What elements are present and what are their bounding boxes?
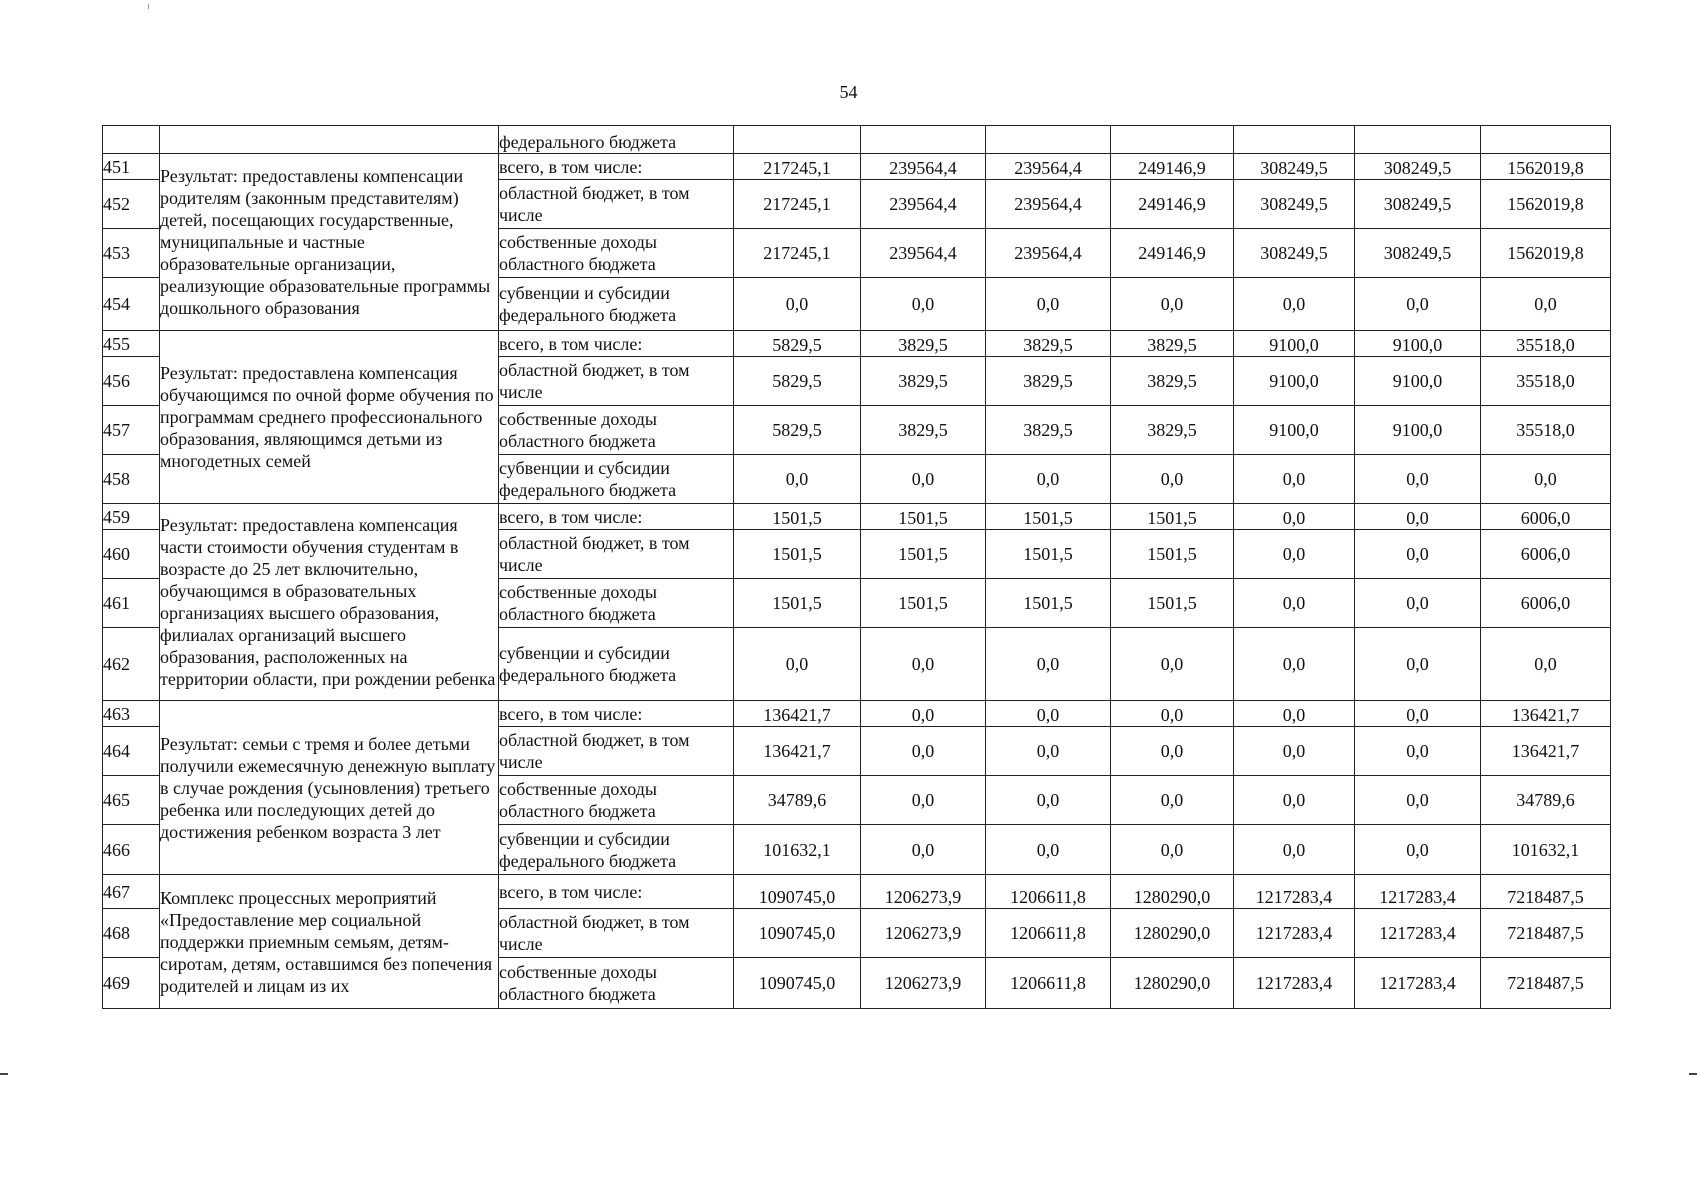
value-cell: 1501,5 <box>734 504 861 530</box>
row-number: 464 <box>103 727 160 776</box>
value-cell: 9100,0 <box>1355 331 1481 357</box>
scan-mark-right <box>1689 1073 1697 1075</box>
row-number: 454 <box>103 278 160 331</box>
value-cell <box>1481 126 1611 154</box>
value-cell: 1206273,9 <box>861 958 986 1009</box>
value-cell: 3829,5 <box>986 357 1111 406</box>
value-cell: 0,0 <box>1355 701 1481 727</box>
value-cell: 217245,1 <box>734 229 861 278</box>
row-number: 459 <box>103 504 160 530</box>
value-cell: 0,0 <box>1481 278 1611 331</box>
value-cell: 1206611,8 <box>986 958 1111 1009</box>
value-cell: 136421,7 <box>1481 701 1611 727</box>
value-cell: 1217283,4 <box>1234 958 1355 1009</box>
value-cell: 239564,4 <box>986 154 1111 180</box>
table-row <box>103 504 1611 530</box>
value-cell <box>1234 126 1355 154</box>
row-number: 461 <box>103 579 160 628</box>
value-cell: 308249,5 <box>1234 180 1355 229</box>
value-cell: 0,0 <box>1111 825 1234 875</box>
row-number: 467 <box>103 875 160 909</box>
value-cell: 0,0 <box>1355 825 1481 875</box>
value-cell: 0,0 <box>1481 455 1611 504</box>
row-funding-source: субвенции и субсидии федерального бюджета <box>499 455 734 504</box>
value-cell: 0,0 <box>861 776 986 825</box>
value-cell: 5829,5 <box>734 357 861 406</box>
value-cell: 6006,0 <box>1481 530 1611 579</box>
value-cell: 0,0 <box>1234 579 1355 628</box>
row-funding-source: собственные доходы областного бюджета <box>499 406 734 455</box>
value-cell: 1280290,0 <box>1111 909 1234 958</box>
value-cell: 0,0 <box>734 628 861 701</box>
value-cell: 1217283,4 <box>1234 875 1355 909</box>
row-number: 463 <box>103 701 160 727</box>
row-funding-source: всего, в том числе: <box>499 701 734 727</box>
value-cell: 0,0 <box>1234 455 1355 504</box>
value-cell: 1501,5 <box>861 579 986 628</box>
value-cell: 0,0 <box>1355 278 1481 331</box>
value-cell: 217245,1 <box>734 180 861 229</box>
value-cell: 7218487,5 <box>1481 875 1611 909</box>
value-cell: 1217283,4 <box>1355 958 1481 1009</box>
value-cell: 0,0 <box>986 701 1111 727</box>
value-cell <box>734 126 861 154</box>
value-cell: 239564,4 <box>861 154 986 180</box>
row-number: 465 <box>103 776 160 825</box>
value-cell: 0,0 <box>734 455 861 504</box>
value-cell: 217245,1 <box>734 154 861 180</box>
value-cell: 0,0 <box>861 701 986 727</box>
value-cell: 3829,5 <box>986 406 1111 455</box>
value-cell: 0,0 <box>1111 701 1234 727</box>
row-number: 468 <box>103 909 160 958</box>
value-cell: 0,0 <box>1234 530 1355 579</box>
value-cell: 0,0 <box>986 776 1111 825</box>
value-cell: 1206273,9 <box>861 909 986 958</box>
row-funding-source: субвенции и субсидии федерального бюджета <box>499 628 734 701</box>
value-cell: 0,0 <box>861 727 986 776</box>
value-cell: 9100,0 <box>1355 357 1481 406</box>
row-funding-source: областной бюджет, в том числе <box>499 180 734 229</box>
result-description: Результат: предоставлены компенсации родителям (законным представителям) детей, посещающих государственные, муниципальные и частные образовательные организации, реализующие образовательные программы дошкольного образования <box>160 154 499 331</box>
page-number: 54 <box>839 82 858 102</box>
row-funding-source: областной бюджет, в том числе <box>499 727 734 776</box>
row-description <box>160 126 499 154</box>
row-funding-source: всего, в том числе: <box>499 875 734 909</box>
scan-mark-top <box>148 4 149 9</box>
row-number: 466 <box>103 825 160 875</box>
value-cell: 0,0 <box>1355 455 1481 504</box>
row-funding-source: федерального бюджета <box>499 126 734 154</box>
value-cell: 0,0 <box>861 455 986 504</box>
value-cell: 0,0 <box>1111 727 1234 776</box>
row-number: 456 <box>103 357 160 406</box>
row-funding-source: субвенции и субсидии федерального бюджета <box>499 278 734 331</box>
row-number: 453 <box>103 229 160 278</box>
value-cell: 0,0 <box>1355 628 1481 701</box>
value-cell: 9100,0 <box>1234 331 1355 357</box>
value-cell: 34789,6 <box>734 776 861 825</box>
scan-mark-left <box>0 1073 8 1075</box>
value-cell: 1090745,0 <box>734 958 861 1009</box>
value-cell: 35518,0 <box>1481 406 1611 455</box>
table-row <box>103 126 1611 154</box>
value-cell: 239564,4 <box>986 180 1111 229</box>
value-cell: 0,0 <box>1234 504 1355 530</box>
row-number: 460 <box>103 530 160 579</box>
value-cell <box>1355 126 1481 154</box>
table-row <box>103 154 1611 180</box>
value-cell: 3829,5 <box>861 331 986 357</box>
value-cell: 0,0 <box>1111 455 1234 504</box>
value-cell: 0,0 <box>1111 776 1234 825</box>
value-cell: 35518,0 <box>1481 357 1611 406</box>
value-cell: 1501,5 <box>1111 579 1234 628</box>
value-cell: 1217283,4 <box>1355 875 1481 909</box>
value-cell: 249146,9 <box>1111 180 1234 229</box>
row-number: 469 <box>103 958 160 1009</box>
value-cell: 3829,5 <box>861 406 986 455</box>
value-cell: 7218487,5 <box>1481 958 1611 1009</box>
value-cell: 1206611,8 <box>986 909 1111 958</box>
row-number: 455 <box>103 331 160 357</box>
value-cell: 308249,5 <box>1234 154 1355 180</box>
budget-table <box>102 125 1611 1009</box>
value-cell: 1501,5 <box>986 579 1111 628</box>
value-cell: 0,0 <box>1355 727 1481 776</box>
value-cell <box>1111 126 1234 154</box>
result-description: Результат: семьи с тремя и более детьми получили ежемесячную денежную выплату в случае рождения (усыновления) третьего ребенка или последующих детей до достижения ребенком возраста 3 лет <box>160 701 499 875</box>
value-cell: 0,0 <box>861 825 986 875</box>
value-cell: 0,0 <box>1111 278 1234 331</box>
row-number: 451 <box>103 154 160 180</box>
value-cell: 1501,5 <box>734 579 861 628</box>
value-cell: 1501,5 <box>1111 530 1234 579</box>
value-cell: 239564,4 <box>986 229 1111 278</box>
value-cell: 0,0 <box>986 455 1111 504</box>
table-row <box>103 331 1611 357</box>
value-cell: 0,0 <box>1234 776 1355 825</box>
value-cell: 1090745,0 <box>734 909 861 958</box>
value-cell: 5829,5 <box>734 331 861 357</box>
row-funding-source: областной бюджет, в том числе <box>499 530 734 579</box>
value-cell: 3829,5 <box>1111 406 1234 455</box>
value-cell: 101632,1 <box>1481 825 1611 875</box>
value-cell: 136421,7 <box>734 727 861 776</box>
value-cell: 0,0 <box>1111 628 1234 701</box>
row-funding-source: всего, в том числе: <box>499 504 734 530</box>
value-cell: 0,0 <box>986 727 1111 776</box>
value-cell: 308249,5 <box>1355 180 1481 229</box>
row-funding-source: всего, в том числе: <box>499 331 734 357</box>
value-cell <box>861 126 986 154</box>
value-cell: 1562019,8 <box>1481 229 1611 278</box>
value-cell: 6006,0 <box>1481 504 1611 530</box>
row-funding-source: субвенции и субсидии федерального бюджета <box>499 825 734 875</box>
value-cell: 136421,7 <box>734 701 861 727</box>
value-cell: 0,0 <box>1355 579 1481 628</box>
value-cell: 1217283,4 <box>1355 909 1481 958</box>
value-cell: 0,0 <box>861 628 986 701</box>
value-cell: 9100,0 <box>1234 357 1355 406</box>
value-cell: 1501,5 <box>986 504 1111 530</box>
value-cell: 101632,1 <box>734 825 861 875</box>
value-cell: 239564,4 <box>861 229 986 278</box>
value-cell: 249146,9 <box>1111 229 1234 278</box>
result-description: Комплекс процессных мероприятий «Предоставление мер социальной поддержки приемным семьям, детям-сиротам, детям, оставшимся без попечения родителей и лицам из их <box>160 875 499 1009</box>
value-cell: 0,0 <box>1481 628 1611 701</box>
value-cell: 0,0 <box>1355 504 1481 530</box>
value-cell: 1562019,8 <box>1481 180 1611 229</box>
value-cell: 1280290,0 <box>1111 958 1234 1009</box>
value-cell: 5829,5 <box>734 406 861 455</box>
value-cell: 35518,0 <box>1481 331 1611 357</box>
value-cell: 0,0 <box>734 278 861 331</box>
value-cell: 0,0 <box>1355 776 1481 825</box>
table-row <box>103 701 1611 727</box>
value-cell: 34789,6 <box>1481 776 1611 825</box>
value-cell: 0,0 <box>1234 727 1355 776</box>
value-cell: 239564,4 <box>861 180 986 229</box>
value-cell: 3829,5 <box>1111 357 1234 406</box>
row-number: 452 <box>103 180 160 229</box>
row-funding-source: собственные доходы областного бюджета <box>499 958 734 1009</box>
row-funding-source: всего, в том числе: <box>499 154 734 180</box>
value-cell: 9100,0 <box>1234 406 1355 455</box>
value-cell: 0,0 <box>1355 530 1481 579</box>
result-description: Результат: предоставлена компенсация обучающимся по очной форме обучения по программам среднего профессионального образования, являющимся детьми из многодетных семей <box>160 331 499 504</box>
value-cell: 308249,5 <box>1234 229 1355 278</box>
result-description: Результат: предоставлена компенсация части стоимости обучения студентам в возрасте до 25 лет включительно, обучающимся в образовательных организациях высшего образования, филиалах организаций высшего образования, расположенных на территории области, при рождении ребенка <box>160 504 499 701</box>
value-cell: 308249,5 <box>1355 229 1481 278</box>
row-funding-source: собственные доходы областного бюджета <box>499 579 734 628</box>
value-cell: 1501,5 <box>861 504 986 530</box>
value-cell: 1562019,8 <box>1481 154 1611 180</box>
value-cell: 1217283,4 <box>1234 909 1355 958</box>
value-cell: 249146,9 <box>1111 154 1234 180</box>
row-funding-source: областной бюджет, в том числе <box>499 909 734 958</box>
value-cell: 7218487,5 <box>1481 909 1611 958</box>
value-cell: 136421,7 <box>1481 727 1611 776</box>
value-cell: 1280290,0 <box>1111 875 1234 909</box>
value-cell: 0,0 <box>861 278 986 331</box>
value-cell: 3829,5 <box>861 357 986 406</box>
value-cell: 1501,5 <box>986 530 1111 579</box>
value-cell: 1501,5 <box>861 530 986 579</box>
table-row <box>103 875 1611 909</box>
value-cell: 6006,0 <box>1481 579 1611 628</box>
value-cell: 0,0 <box>1234 628 1355 701</box>
value-cell: 0,0 <box>1234 701 1355 727</box>
row-funding-source: собственные доходы областного бюджета <box>499 776 734 825</box>
value-cell: 9100,0 <box>1355 406 1481 455</box>
row-number <box>103 126 160 154</box>
row-funding-source: областной бюджет, в том числе <box>499 357 734 406</box>
row-number: 457 <box>103 406 160 455</box>
value-cell: 1501,5 <box>734 530 861 579</box>
value-cell <box>986 126 1111 154</box>
value-cell: 0,0 <box>1234 825 1355 875</box>
value-cell: 1501,5 <box>1111 504 1234 530</box>
value-cell: 0,0 <box>986 825 1111 875</box>
row-number: 458 <box>103 455 160 504</box>
value-cell: 3829,5 <box>986 331 1111 357</box>
row-number: 462 <box>103 628 160 701</box>
value-cell: 1090745,0 <box>734 875 861 909</box>
value-cell: 1206611,8 <box>986 875 1111 909</box>
value-cell: 308249,5 <box>1355 154 1481 180</box>
value-cell: 0,0 <box>986 278 1111 331</box>
value-cell: 1206273,9 <box>861 875 986 909</box>
value-cell: 0,0 <box>986 628 1111 701</box>
row-funding-source: собственные доходы областного бюджета <box>499 229 734 278</box>
value-cell: 3829,5 <box>1111 331 1234 357</box>
value-cell: 0,0 <box>1234 278 1355 331</box>
